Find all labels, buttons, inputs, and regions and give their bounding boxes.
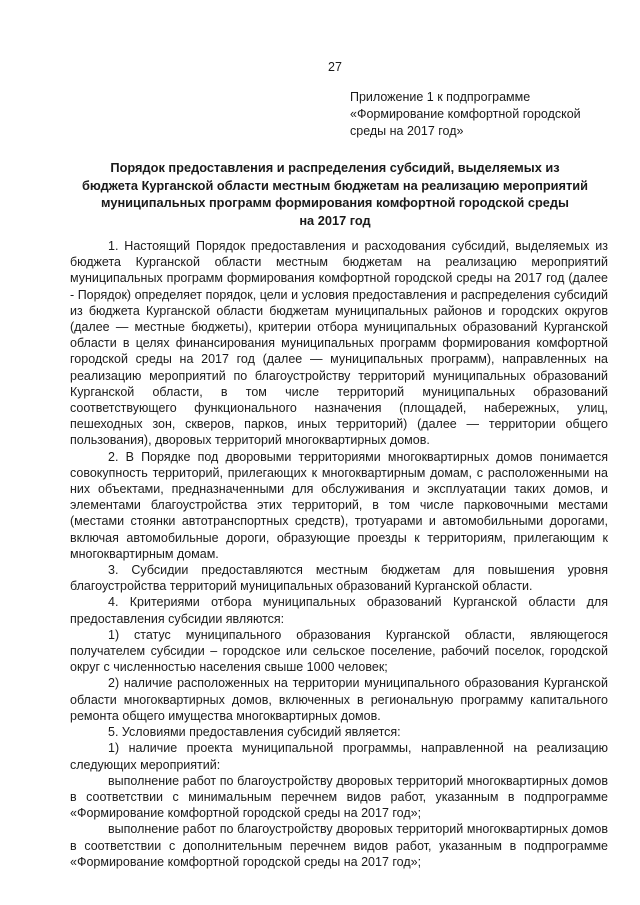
title-line: на 2017 год [299, 212, 371, 228]
appendix-line: Приложение 1 к подпрограмме [350, 90, 531, 104]
document-body [70, 238, 608, 870]
title-line: Порядок предоставления и распределения субсидий, выделяемых из [110, 160, 560, 175]
paragraph-4: 4. Критериями отбора муниципальных образований Курганской области для предоставления субсидии являются: [70, 595, 608, 626]
page-number: 27 [328, 60, 342, 74]
title-line: бюджета Курганской области местным бюджетам на реализацию мероприятий [82, 177, 588, 193]
condition-item-minimal: выполнение работ по благоустройству дворовых территорий многоквартирных домов в соответствии с минимальным перечнем видов работ, указанным в подпрограмме «Формирование комфортной городской среды на 2017 год»; [70, 773, 608, 821]
paragraph-1: 1. Настоящий Порядок предоставления и расходования субсидий, выделяемых из бюджета Курганской области местным бюджетам на реализацию мероприятий муниципальных программ формирования комфортной городской среды на 2017 год (далее - Порядок) определяет порядок, цели и условия предоставления и распределения субсидий из бюджета Курганской области бюджетам муниципальных районов и городских округов (далее — местные бюджеты), критерии отбора муниципальных образований Курганской области в целях финансирования муниципальных программ формирования комфортной городской среды на 2017 год (далее — муниципальных программ), направленных на реализацию мероприятий по благоустройству территорий муниципальных образований Курганской области, в том числе территорий муниципальных образований соответствующего функционального назначения (площадей, набережных, улиц, пешеходных зон, скверов, парков, иных территорий) (далее — территории общего пользования), дворовых территорий многоквартирных домов. [70, 239, 608, 448]
document-title [70, 159, 600, 229]
appendix-line: «Формирование комфортной городской [350, 107, 581, 121]
paragraph-5: 5. Условиями предоставления субсидий является: [108, 725, 401, 740]
criterion-2: 2) наличие расположенных на территории муниципального образования Курганской области многоквартирных домов, включенных в региональную программу капитального ремонта общего имущества многоквартирных домов. [70, 676, 608, 723]
paragraph-3: 3. Субсидии предоставляются местным бюджетам для повышения уровня благоустройства территорий муниципальных образований Курганской области. [70, 563, 608, 594]
appendix-line: среды на 2017 год» [350, 124, 464, 138]
condition-item-additional: выполнение работ по благоустройству дворовых территорий многоквартирных домов в соответствии с дополнительным перечнем видов работ, указанным в подпрограмме «Формирование комфортной городской среды на 2017 год»; [70, 822, 608, 869]
appendix-note [350, 89, 620, 140]
paragraph-2: 2. В Порядке под дворовыми территориями многоквартирных домов понимается совокупность территорий, прилегающих к многоквартирным домам, с расположенными на них объектами, предназначенными для обслуживания и эксплуатации таких домов, и элементами благоустройства этих территорий, в том числе парковочными местами (местами стоянки автотранспортных средств), тротуарами и автомобильными дорогами, включая автомобильные дороги, образующие проезды к территориям, прилегающим к многоквартирным домам. [70, 449, 608, 561]
criterion-1: 1) статус муниципального образования Курганской области, являющегося получателем субсидии – городское или сельское поселение, рабочий поселок, городской округ с численностью населения свыше 1000 человек; [70, 627, 608, 675]
condition-1: 1) наличие проекта муниципальной программы, направленной на реализацию следующих мероприятий: [70, 741, 608, 772]
title-line: муниципальных программ формирования комфортной городской среды [101, 195, 569, 210]
